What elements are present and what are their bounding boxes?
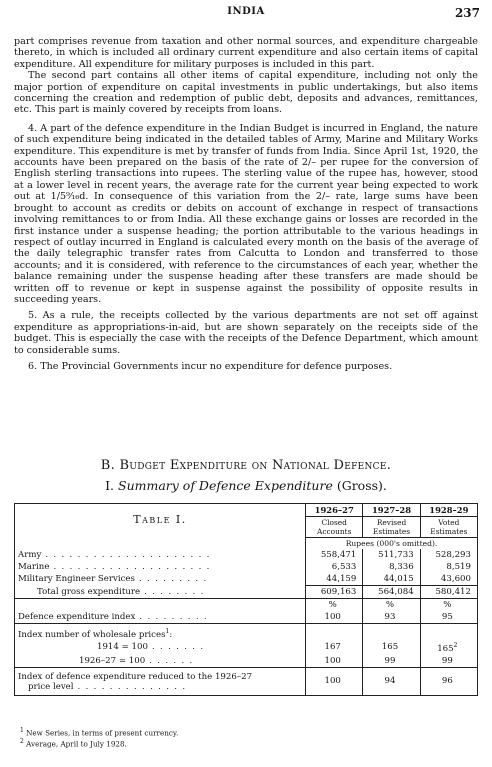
cell-value: 8,336 [363, 561, 420, 573]
table-title-cell [15, 504, 306, 538]
table-row: 1914 = 100 . . . . . . . 167 165 $165^2$ [15, 641, 478, 655]
row-label: price level [28, 681, 74, 692]
cell-value: 94 [363, 667, 420, 695]
cell-value: 8,519 [420, 561, 477, 573]
row-label: Index of defence expenditure reduced to the 1926–27 [18, 671, 253, 682]
row-label: Total gross expenditure [37, 586, 141, 597]
cell-value: 100 [306, 611, 363, 624]
cell-value: 511,733 [363, 549, 420, 561]
cell-value: 96 [420, 667, 477, 695]
cell-value: 6,533 [306, 561, 363, 573]
paragraph-5: 5. As a rule, the receipts collected by the various departments are not set off against expenditure as appropriations-in-aid, but are shown separately on the receipts side of the budget. This is especially the case with the receipts of the Defence Department, which amount to considerable sums. [14, 310, 478, 356]
year-note: Closed Accounts [306, 517, 363, 538]
cell-value: 564,084 [363, 586, 420, 599]
table-row-total: Total gross expenditure . . . . . . . . 609,163 564,084 580,412 [15, 586, 478, 599]
defence-expenditure-table [14, 503, 478, 696]
page-number: 237 [454, 6, 480, 20]
table-row: Military Engineer Services . . . . . . . . . 44,159 44,015 43,600 [15, 573, 478, 586]
cell-value: 100 [306, 655, 363, 668]
cell-value: 167 [306, 641, 363, 655]
table-row: Index number of wholesale prices$^1$: [15, 624, 478, 641]
row-label: Military Engineer Services [18, 574, 135, 584]
year-header: 1928–29 [420, 504, 477, 517]
row-label: 1914 = 100 [97, 641, 148, 652]
year-header: 1927–28 [363, 504, 420, 517]
section-title: Budget Expenditure on National Defence. [119, 458, 392, 473]
paragraph-continuation: part comprises revenue from taxation and other normal sources, and expenditure chargeable thereto, in which is included all ordinary current expenditure and also certain items of capital expenditure. All expenditure for military purposes is included in this part. [14, 36, 478, 70]
paragraph-6: 6. The Provincial Governments incur no expenditure for defence purposes. [28, 360, 393, 372]
row-label: Defence expenditure index [18, 612, 136, 622]
cell-value: 99 [420, 655, 477, 668]
subsection-suffix: (Gross). [336, 478, 387, 493]
row-label: Army [18, 550, 42, 560]
cell-value: 43,600 [420, 573, 477, 586]
cell-value: 100 [306, 667, 363, 695]
cell-value: 95 [420, 611, 477, 624]
year-note: Revised Estimates [363, 517, 420, 538]
year-header: 1926–27 [306, 504, 363, 517]
footnotes [20, 726, 178, 749]
paragraph-second-part: The second part contains all other items of capital expenditure, including not only the major portion of expenditure on capital investments in public undertakings, but also items concerning the creation and redemption of public debt, deposits and advances, remittances, etc. This part is mainly covered by receipts from loans. [14, 70, 478, 116]
table-title: Table I. [133, 513, 187, 526]
table-row: Marine . . . . . . . . . . . . . . . . . . . . 6,533 8,336 8,519 [15, 561, 478, 573]
row-label: Index number of wholesale prices [18, 629, 166, 640]
units-label: Rupees (000's omitted). [306, 538, 478, 550]
table-row: Index of defence expenditure reduced to the 1926–27 price level . . . . . . . . . . . . . . 100 94 96 [15, 667, 478, 695]
cell-value: 165 [437, 643, 454, 654]
cell-value: 609,163 [306, 586, 363, 599]
subsection-number: I. [105, 478, 115, 493]
cell-value: 93 [363, 611, 420, 624]
cell-value: 44,159 [306, 573, 363, 586]
section-letter: B. [100, 458, 116, 473]
cell-value: 528,293 [420, 549, 477, 561]
cell-value: 558,471 [306, 549, 363, 561]
paragraph-4: 4. A part of the defence expenditure in the Indian Budget is incurred in England, the nature of such expenditure being indicated in the detailed tables of Army, Marine and Military Works expenditure. This expenditure is met by transfer of funds from India. Since April 1st, 1920, the accounts have been prepared on the basis of the rate of 2/– per rupee for the conversion of English sterling transactions into rupees. The sterling value of the rupee has, however, stood at a lower level in recent years, the average rate for the current year being expected to work out at 1/5⁹⁄₁₆d. In consequence of this variation from the 2/– rate, large sums have been brought to account as credits or debits on account of exchange in respect of transactions involving remittances to or from India. All these exchange gains or losses are recorded in the first instance under a suspense heading; the portion attributable to the various headings in respect of outlay incurred in England is calculated every month on the basis of the average of the daily telegraphic transfer rates from Calcutta to London and transferred to those accounts; and it is considered, with reference to the circumstances of each year, whether the balance remaining under the suspense heading after these transfers are made should be written off to revenue or kept in suspense against the possibility of opposite results in succeeding years. [14, 122, 478, 305]
percent-sign: % [420, 599, 477, 612]
table-row: Army . . . . . . . . . . . . . . . . . . . . . 558,471 511,733 528,293 [15, 549, 478, 561]
footnote-ref: 2 [453, 641, 458, 649]
percent-sign: % [306, 599, 363, 612]
table-row: Defence expenditure index . . . . . . . . . 100 93 95 [15, 611, 478, 624]
subsection-heading [0, 478, 492, 493]
row-label: 1926–27 = 100 [79, 655, 146, 666]
table-row: 1926–27 = 100 . . . . . . 100 99 99 [15, 655, 478, 668]
subsection-title: Summary of Defence Expenditure [118, 478, 333, 493]
footnote: $^2$ Average, April to July 1928. [20, 738, 127, 749]
body-text [14, 36, 478, 372]
year-note: Voted Estimates [420, 517, 477, 538]
percent-sign: % [363, 599, 420, 612]
section-heading [0, 458, 492, 473]
row-label: Marine [18, 562, 50, 572]
cell-value: 580,412 [420, 586, 477, 599]
footnote-ref: 1 [165, 628, 170, 635]
cell-value: 99 [363, 655, 420, 668]
cell-value: 44,015 [363, 573, 420, 586]
footnote: $^1$ New Series, in terms of present currency. [20, 727, 179, 738]
running-header: INDIA [227, 6, 265, 17]
cell-value: 165 [363, 641, 420, 655]
